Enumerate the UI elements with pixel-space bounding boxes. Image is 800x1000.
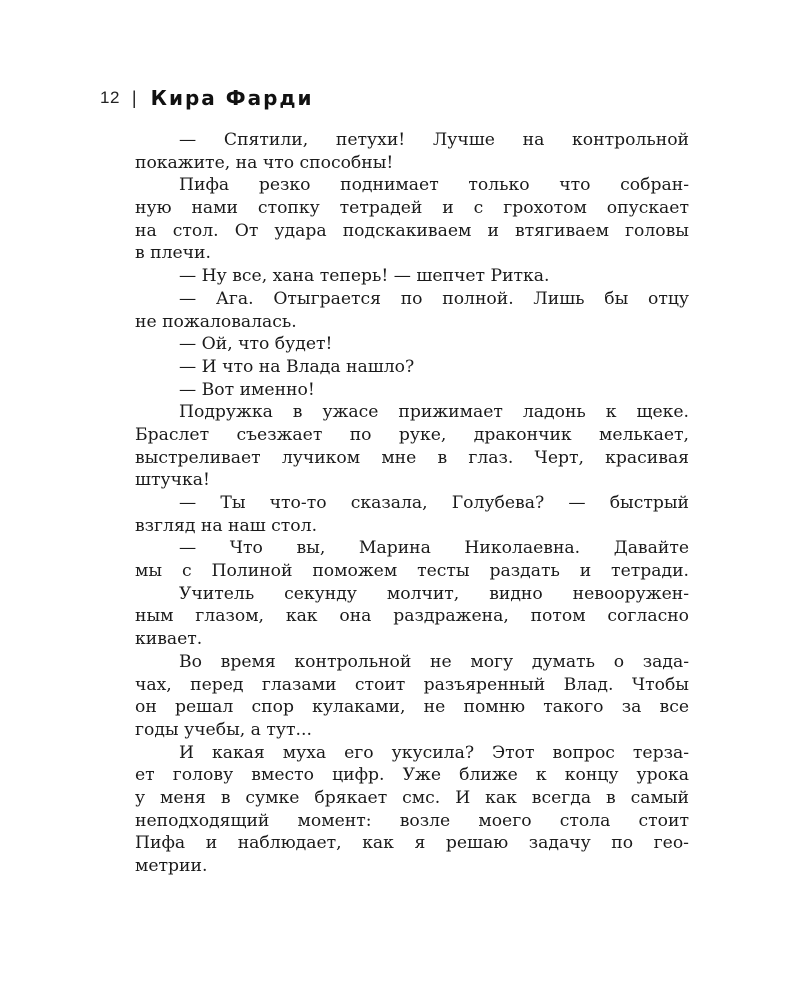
text-line: — Ты что-то сказала, Голубева? — быстрый: [179, 493, 689, 513]
text-line: — Вот именно!: [179, 379, 315, 400]
text-line: кивает.: [135, 629, 203, 650]
page-number: 12: [100, 88, 120, 107]
text-line: Пифа резко поднимает только что собран-: [179, 175, 689, 196]
header-separator: |: [131, 87, 137, 108]
text-line: — Спятили, петухи! Лучше на контрольной: [179, 130, 689, 150]
text-line: на стол. От удара подскакиваем и втягиваем головы: [135, 220, 689, 241]
text-line: Пифа и наблюдает, как я решаю задачу по гео-: [135, 833, 689, 854]
text-line: И какая муха его укусила? Этот вопрос терза-: [179, 742, 689, 763]
text-line: Подружка в ужасе прижимает ладонь к щеке.: [179, 402, 689, 423]
text-line: в плечи.: [135, 243, 211, 264]
text-line: мы с Полиной поможем тесты раздать и тетради.: [135, 561, 689, 582]
text-line: у меня в сумке брякает смс. И как всегда в самый: [135, 787, 689, 808]
text-line: — Ну все, хана теперь! — шепчет Ритка.: [179, 266, 550, 287]
text-line: неподходящий момент: возле моего стола стоит: [135, 810, 689, 831]
author-name: Кира Фарди: [150, 86, 314, 110]
text-line: ную нами стопку тетрадей и с грохотом опускает: [135, 198, 689, 219]
text-line: метрии.: [135, 856, 208, 876]
running-header: [100, 84, 314, 112]
text-line: ным глазом, как она раздражена, потом согласно: [135, 606, 689, 627]
text-line: ет голову вместо цифр. Уже ближе к концу урока: [135, 765, 689, 786]
text-line: — Что вы, Марина Николаевна. Давайте: [179, 538, 689, 559]
body-text: [135, 129, 689, 878]
text-line: — Ага. Отыграется по полной. Лишь бы отцу: [179, 288, 689, 309]
text-line: — Ой, что будет!: [179, 334, 333, 355]
text-line: Во время контрольной не могу думать о зада-: [179, 651, 689, 672]
text-line: он решал спор кулаками, не помню такого за все: [135, 697, 689, 718]
text-line: годы учебы, а тут...: [135, 719, 312, 740]
text-line: не пожаловалась.: [135, 311, 297, 332]
text-line: взгляд на наш стол.: [135, 515, 318, 536]
text-line: Браслет съезжает по руке, дракончик мелькает,: [135, 424, 689, 445]
text-line: — И что на Влада нашло?: [179, 356, 415, 377]
text-line: штучка!: [135, 470, 210, 491]
text-line: выстреливает лучиком мне в глаз. Черт, красивая: [135, 447, 689, 468]
text-line: Учитель секунду молчит, видно невооружен-: [179, 583, 689, 604]
text-line: чах, перед глазами стоит разъяренный Влад. Чтобы: [135, 674, 689, 695]
text-line: покажите, на что способны!: [135, 152, 394, 173]
